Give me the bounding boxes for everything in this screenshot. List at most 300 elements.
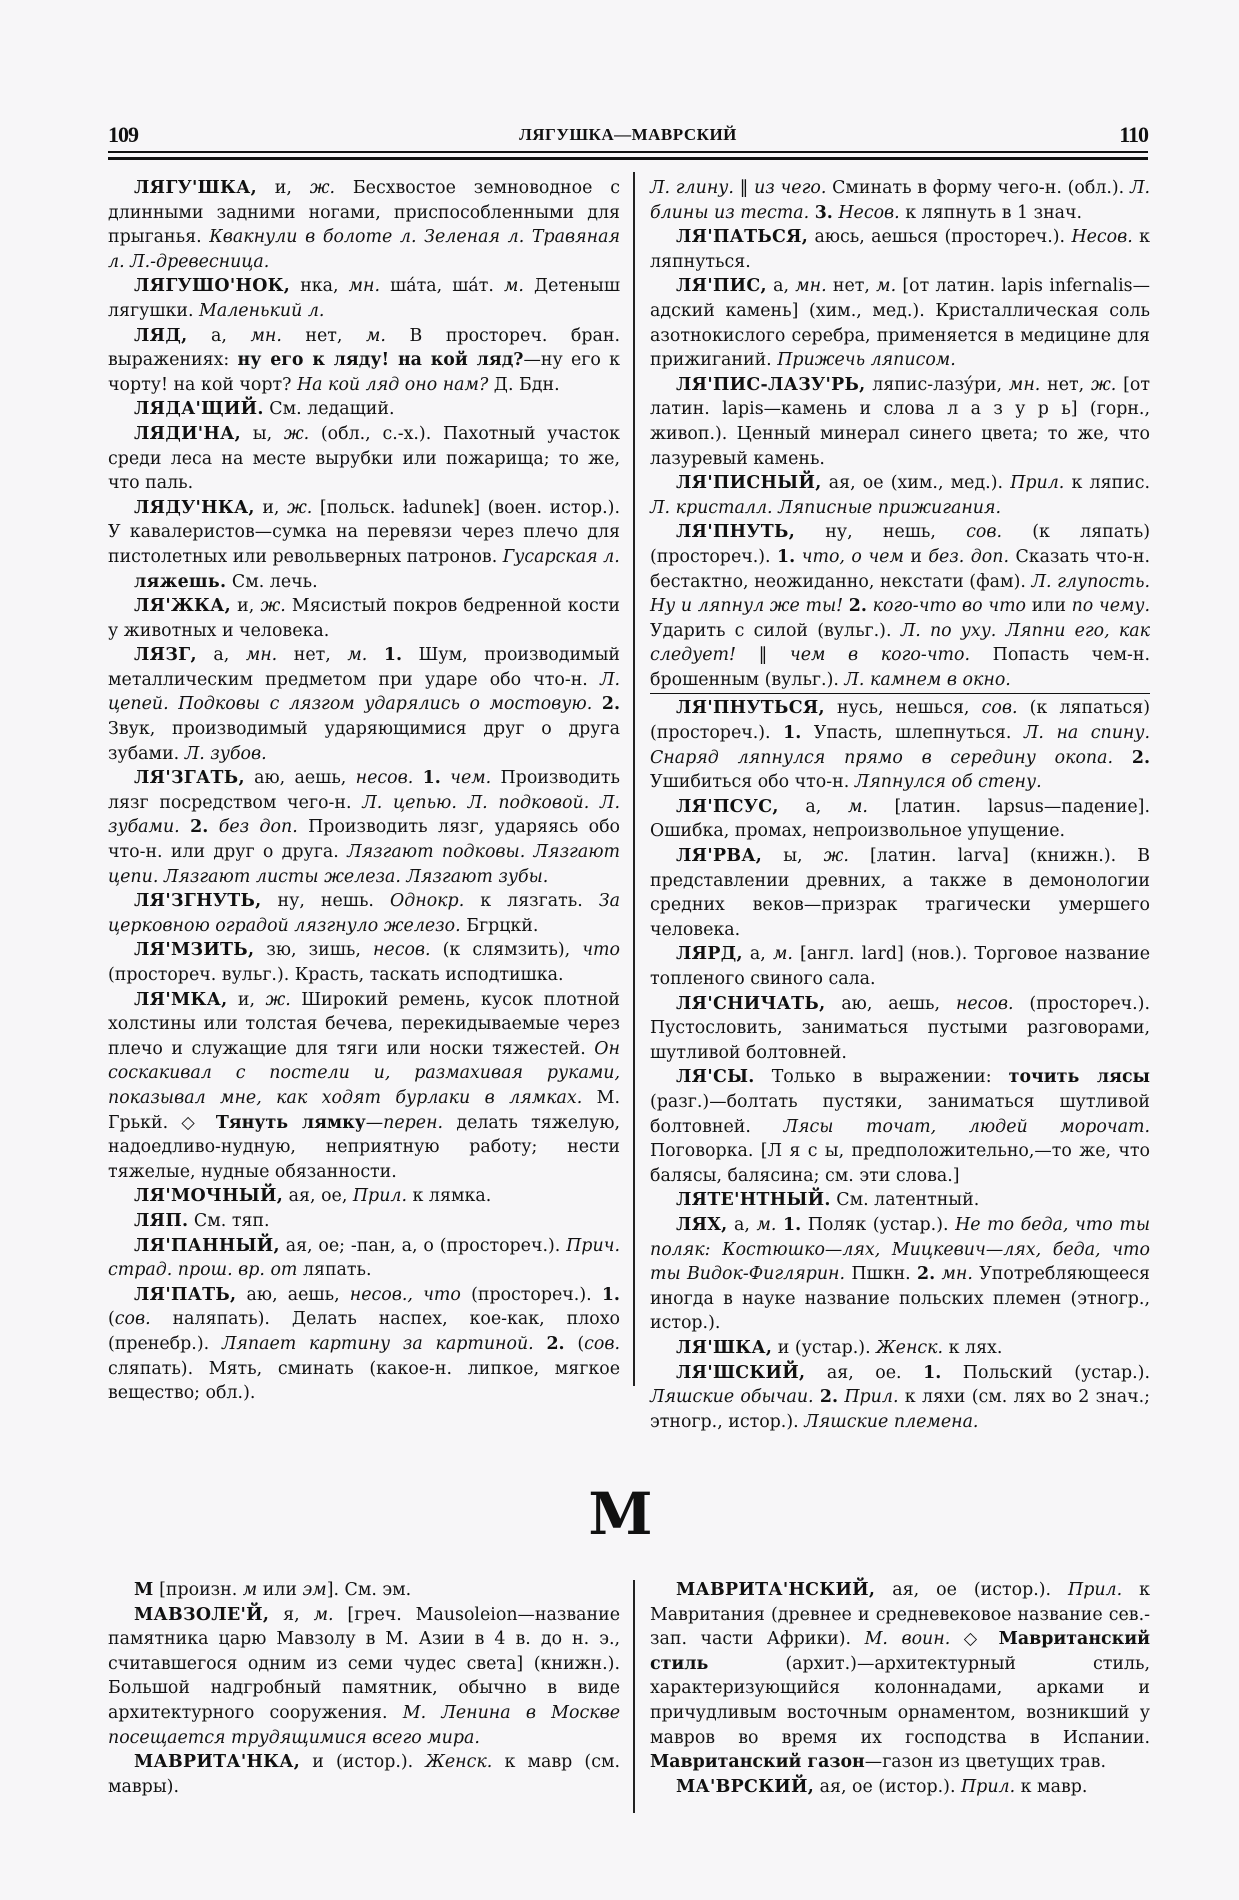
entry-italic-text: Прил. [1010,473,1065,494]
entry-text [592,694,602,714]
entry-italic-text: м [242,1580,258,1600]
entry-text: См. латентный. [830,1190,980,1211]
entry-italic-text: м. [847,796,868,817]
entry-text: См. ледащий. [263,399,395,420]
entry-italic-text: Прил. [1068,1580,1123,1600]
entry-italic-text: несов., что [349,1284,461,1305]
entry-text: [латин. larva] (книжн.). В представлении древних, а также в демонологии средних веков—призрак трагически умершего человека. [650,846,1150,940]
column-lower-left [108,1578,620,1799]
entry-bold-text: 1. [777,546,796,567]
entry-text: См. лечь. [226,571,318,592]
dictionary-entry [650,1336,1150,1361]
entry-bold-text: 2. [917,1264,936,1285]
entry-italic-text: Л. кристалл. Ляписные прижигания. [650,497,1002,518]
entry-text: ◇ [950,1629,999,1650]
entry-headword: ЛЯДИ'НА, [134,423,241,444]
entry-text: Пшкн. [845,1264,918,1285]
entry-text: [латин. lapsus—падение]. Ошибка, промах, непроизвольное упущение. [650,796,1150,842]
dictionary-entry [108,643,620,766]
dictionary-entry [108,570,620,595]
entry-text: (к слямзить), [430,940,583,961]
entry-bold-text: 2. [190,817,209,838]
entry-italic-text: Ляшские племена. [804,1411,979,1432]
dictionary-entry [650,696,1150,794]
dictionary-entry [650,1578,1150,1775]
entry-text: (к ляпаться) (простореч.). [650,698,1151,744]
entry-italic-text: м. [756,1214,777,1235]
entry-text: аю, аешь, [825,993,956,1014]
column-upper-left [108,176,620,1406]
entry-italic-text: ж. [1091,374,1117,395]
entry-italic-text: м. [876,276,897,297]
entry-bold-text: 1. [422,768,441,789]
entry-text: ляпис-лазýри, [865,374,1009,395]
entry-text: —газон из цветущих трав. [864,1752,1106,1773]
entry-text: ая, ое (хим., мед.). [821,473,1011,494]
entry-headword: ЛЯ'ПИСНЫЙ, [676,473,822,494]
entry-text: Ушибиться обо что-н. [650,772,855,793]
entry-bold-text: 1. [923,1362,942,1383]
entry-text [413,768,422,788]
entry-italic-text: Л. по уху. Ляпни его, как следует! [650,620,1150,666]
entry-italic-text: Л. цепей. Подковы с лязгом ударялись о мостовую. [108,669,620,715]
entry-headword: ЛЯП. [134,1210,189,1231]
entry-italic-text: Прижечь ляписом. [777,350,956,371]
entry-text: к Мавритания (древнее и средневековое название сев.-зап. части Африки). [650,1580,1150,1650]
entry-italic-text: Ляпает картину за картиной. [221,1333,534,1354]
entry-text: наляпать). Делать наспех, кое-как, плохо (пренебр.). [108,1309,620,1354]
entry-headword: ЛЯ'РВА, [676,846,763,867]
entry-italic-text: ж. [309,178,336,198]
entry-italic-text: без доп. [218,817,298,838]
entry-text: сляпать). Мять, сминать (какое-н. липкое, мягкое вещество; обл.). [108,1358,620,1404]
entry-headword: ЛЯХ, [676,1214,728,1235]
entry-italic-text: Женск. [876,1337,944,1358]
entry-text: (разг.)—болтать пустяки, заниматься шутливой болтовней. [650,1091,1150,1137]
entry-text: и [903,546,929,567]
dictionary-entry [650,844,1150,942]
entry-headword: ЛЯДУ'НКА, [134,497,255,518]
entry-text: к ляпнуться. [650,227,1150,272]
entry-italic-text: мн. [941,1264,973,1285]
entry-italic-text: что [582,940,620,961]
entry-text: Д. Бдн. [488,374,560,395]
entry-italic-text: Несов. [838,202,900,223]
entry-text: Детеныш лягушки. [108,276,620,321]
entry-text: Упасть, шлепнуться. [801,723,1024,744]
entry-text: Ударить с силой (вульг.). [650,620,901,641]
entry-italic-text: Гусарская л. [502,546,620,567]
entry-headword: ЛЯ'ЗГНУТЬ, [134,891,262,912]
entry-headword: ЛЯ'СЫ. [676,1067,755,1088]
header-rule-thin [108,151,1148,153]
entry-italic-text: М. воин. [864,1629,951,1650]
dictionary-entry [650,942,1150,991]
entry-text: Мясистый покров бедренной кости у животных и человека. [108,596,620,641]
page-number-left: 109 [108,122,138,147]
entry-bold-text: Мавританский газон [650,1752,865,1773]
dictionary-entry [108,988,620,1185]
entry-text: ая, ое; -пан, а, о (простореч.). [279,1235,567,1256]
dictionary-entry [108,766,620,889]
entry-text: зю, зишь, [254,940,373,961]
header-rule-thick [108,157,1148,160]
dictionary-entry [650,225,1150,274]
entry-text: или [1026,596,1072,617]
dictionary-entry [108,594,620,643]
entry-text [441,768,450,788]
entry-italic-text: сов. [966,522,1003,543]
dictionary-entry [108,1283,620,1406]
entry-text: а, [187,325,251,346]
entry-text: аю, аешь, [244,768,356,789]
entry-text: к мавр. [1015,1776,1088,1797]
entry-italic-text: сов. [114,1309,151,1330]
dictionary-entry [108,324,620,398]
entry-italic-text: Маленький л. [199,300,325,321]
entry-text: В простореч. бран. выражениях: [108,325,620,371]
entry-italic-text: Лясы точат, людей морочат. [783,1116,1150,1137]
entry-italic-text: Прил. [961,1776,1016,1797]
entry-italic-text: Несов. [1071,227,1133,248]
dictionary-entry [108,938,620,987]
entry-text: См. тяп. [188,1210,270,1231]
entry-italic-text: Лязгают подковы. Лязгают цепи. Лязгают листы железа. Лязгают зубы. [108,842,621,887]
entry-italic-text: Квакнули в болоте л. Зеленая л. Травяная л. Л.-древесница. [108,227,620,272]
entry-italic-text: Л. цепью. Л. подковой. Л. зубами. [108,792,620,838]
entry-italic-text: На кой ляд оно нам? [297,374,489,395]
entry-italic-text: мн. [348,276,381,297]
entry-text: ая, ое. [805,1362,924,1383]
entry-text: Бесхвостое земноводное с длинными задними ногами, приспособленными для прыганья. [108,178,620,248]
entry-text: делать тяжелую, надоедливо-нудную, неприятную работу; нести тяжелые, нудные обязанности. [108,1112,620,1182]
entry-text: [произн. [153,1580,243,1600]
entry-headword: ЛЯ'МЗИТЬ, [134,940,255,961]
entry-text: к мавр (см. мавры). [108,1752,620,1797]
entry-italic-text: Однокр. [389,891,465,912]
dictionary-entry [108,1750,620,1799]
entry-bold-text: 1. [783,723,802,744]
entry-headword: ЛЯЗГ, [134,645,197,666]
entry-text: аю, аешь, [236,1284,350,1305]
entry-text: —ну его к чорту! на кой чорт? [108,350,621,395]
dictionary-entry [108,1184,620,1209]
entry-italic-text: ж. [823,846,849,867]
entry-italic-text: Ляшские обычаи. [650,1387,814,1408]
entry-italic-text: м. [504,276,524,297]
entry-italic-text: Прил. [352,1186,407,1207]
entry-text: а, [742,944,773,965]
entry-text: ( [108,1309,115,1330]
entry-text: нет, [281,325,367,346]
entry-headword: ЛЯ'ШСКИЙ, [676,1362,806,1383]
entry-text: к ляпис. [1064,473,1150,494]
entry-text [180,817,190,837]
entry-text: [от латин. lapis—камень и слова л а з у р ь] (горн., живоп.). Ценный минерал синего цвета; то же, что лазуревый камень. [650,374,1150,469]
entry-headword: М [134,1580,154,1600]
dictionary-entry [108,1234,620,1283]
entry-headword: ЛЯТЕ'НТНЫЙ. [676,1190,831,1211]
entry-text: Производить лязг, ударяясь обо что-н. или друг о друга. [108,817,621,863]
entry-headword: ЛЯД, [134,325,188,346]
entry-italic-text: м. [347,645,368,666]
entry-text: и (устар.). [772,1337,877,1358]
entry-text: (простореч.). Пустословить, заниматься пустыми разговорами, шутливой болтовней. [650,993,1150,1063]
entry-italic-text: чем. [450,768,492,789]
entry-text: ‖ [736,645,790,666]
entry-headword: ЛЯ'ПАТЬ, [134,1284,237,1305]
entry-text: (простореч.). [460,1284,602,1305]
entry-text: к лямка. [407,1186,492,1207]
entry-headword: ЛЯ'ШКА, [676,1337,773,1358]
entry-headword: ЛЯ'ПАННЫЙ, [134,1235,280,1256]
dictionary-entry [650,520,1150,692]
entry-italic-text: За церковною оградой лязгнуло железо. [108,891,620,936]
entry-bold-text: 2. [1131,747,1150,768]
dictionary-entry [108,889,620,938]
running-title: ЛЯГУШКА—МАВРСКИЙ [519,125,737,144]
entry-text: и, [256,178,310,198]
entry-italic-text: Л. на спину. Снаряд ляпнулся прямо в середину окопа. [650,723,1150,768]
entry-text: (архит.)—архитектурный стиль, характеризующийся колоннадами, арками и причудливым восточным орнаментом, возникший у мавров во время их господства в Испании. [650,1653,1150,1748]
entry-text: нка, [290,276,349,297]
entry-text: а, [766,276,796,297]
entry-text: нусь, нешься, [824,698,982,719]
entry-bold-text: Мавританский стиль [650,1629,1151,1674]
entry-italic-text: Л. зубов. [184,743,267,764]
entry-text: (простореч. вульг.). Красть, таскать исподтишка. [108,965,564,985]
entry-italic-text: эм [302,1580,327,1600]
entry-text [534,1334,547,1354]
entry-separator-rule [650,693,1150,694]
entry-text: Поговорка. [Л я с ы, предположительно,—то же, что балясы, балясина; см. эти слова.] [650,1141,1150,1186]
entry-bold-text: точить лясы [1008,1067,1150,1088]
entry-bold-text: 1. [601,1284,620,1305]
entry-text: [греч. Mausoleion—название памятника царю Мавзолу в М. Азии в 4 в. до н. э., считавшегося одним из семи чудес света] (книжн.). Большой надгробный памятник, обычно в виде архитектурного сооружения. [108,1604,620,1723]
entry-text: (обл., с.-х.). Пахотный участок среди леса на месте вырубки или пожарища; то же, что паль. [108,423,620,494]
dictionary-entry [108,1209,620,1234]
entry-headword: ЛЯ'СНИЧАТЬ, [676,993,826,1014]
entry-text: и, [231,596,261,617]
entry-italic-text: Он соскакивал с постели и, размахивая руками, показывал мне, как ходят бурлаки в лямках. [108,1038,620,1108]
entry-text: а, [727,1214,757,1235]
entry-text: Сказать что-н. бестактно, неожиданно, некстати (фам). [650,546,1150,592]
entry-text: Широкий ремень, кусок плотной холстины или толстая бечева, перекидываемые через плечо и служащие для тяги или носки тяжестей. [108,989,620,1059]
entry-bold-text: 2. [601,694,620,715]
entry-text: [от латин. lapis infernalis—адский камень] (хим., мед.). Кристаллическая соль азотнокислого серебра, применяется в медицине для прижиганий. [650,276,1151,371]
entry-italic-text: М. Ленина в Москве посещается трудящимися всего мира. [108,1702,621,1748]
entry-text: ая, ое (истор.). [814,1776,962,1797]
dictionary-entry [650,1213,1150,1336]
dictionary-entry [650,373,1150,471]
entry-bold-text: 3. [814,202,833,223]
entry-italic-text: мн. [795,276,827,297]
entry-text: ну, нешь. [261,891,390,912]
entry-italic-text: мн. [245,645,278,666]
entry-text: Только в выражении: [754,1067,1009,1088]
dictionary-entry [650,1775,1150,1800]
entry-text: (к ляпать) (простореч.). [650,522,1150,567]
dictionary-entry [650,992,1150,1066]
dictionary-entry [108,422,620,496]
column-upper-right [650,176,1150,1434]
entry-italic-text: Не то беда, что ты поляк: Костюшко—лях, Мицкевич—лях, беда, что ты Видок-Фиглярин. [650,1214,1150,1285]
entry-text: Польский (устар.). [941,1362,1150,1383]
entry-italic-text: ж. [287,497,313,518]
entry-italic-text: м. [313,1604,334,1625]
entry-headword: ЛЯ'ПНУТЬ, [676,522,796,543]
entry-headword: МАВЗОЛЕ'Й, [134,1604,270,1625]
column-divider-lower [633,1580,635,1813]
entry-italic-text: несов. [372,940,431,961]
entry-text: ая, ое, [283,1186,353,1207]
entry-italic-text: Л. глину. [650,178,734,198]
entry-text: ]. См. эм. [326,1580,412,1600]
entry-headword: МАВРИТА'НСКИЙ, [676,1580,876,1600]
entry-italic-text: ж. [265,989,291,1010]
entry-text: Шум, производимый металлическим предметом при ударе обо что-н. [108,645,621,690]
dictionary-entry [650,795,1150,844]
entry-italic-text: м. [366,325,386,346]
entry-text: Поляк (устар.). [801,1214,956,1235]
entry-text: я, [269,1604,314,1625]
entry-headword: ЛЯ'ПНУТЬСЯ, [676,698,825,719]
entry-italic-text: несов. [355,768,414,789]
entry-headword: ляжешь. [134,571,227,592]
entry-bold-text: 2. [848,596,867,617]
entry-text: и (истор.). [300,1752,426,1773]
entry-italic-text: из чего. [754,178,827,198]
entry-italic-text: перен. [383,1112,444,1133]
dictionary-entry [650,1361,1150,1435]
entry-italic-text: м. [772,944,793,965]
entry-headword: ЛЯГУШО'НОК, [134,276,291,297]
entry-italic-text: чем в кого-что. [789,645,971,666]
entry-headword: МАВРИТА'НКА, [134,1752,301,1773]
page-number-right: 110 [1119,122,1148,147]
entry-italic-text: ж. [260,596,286,617]
entry-italic-text: несов. [955,993,1014,1014]
entry-bold-text: 2. [819,1387,839,1408]
entry-text: [польск. ładunek] (воен. истор.). У кавалеристов—сумка на перевязи через плечо для пистолетных или револьверных патронов. [108,497,620,567]
entry-headword: ЛЯГУ'ШКА, [134,178,257,198]
entry-bold-text: 1. [783,1214,802,1235]
entry-bold-text: ну его к ляду! на кой ляд? [237,350,524,371]
entry-text: к лязгать. [464,891,599,912]
entry-text: Сминать в форму чего-н. (обл.). [826,178,1130,198]
entry-text: ну, нешь, [795,522,967,543]
entry-italic-text: Л. камнем в окно. [844,669,1011,690]
entry-italic-text: Женск. [425,1752,493,1773]
entry-italic-text: что, о чем [801,546,904,567]
entry-text: Употребляющееся иногда в науке название польских племен (этногр., истор.). [650,1264,1150,1334]
entry-text: Бгрцкй. [460,915,539,936]
entry-bold-text: 1. [383,645,402,666]
entry-headword: ЛЯ'ПИС, [676,276,767,297]
entry-italic-text: Л. блины из теста. [650,178,1150,223]
entry-italic-text: Ляпнулся об стену. [854,772,1042,793]
entry-text: а, [778,796,848,817]
entry-text: нет, [826,276,877,297]
entry-italic-text: без. доп. [928,546,1010,567]
dictionary-entry [650,1065,1150,1188]
dictionary-entry [650,176,1150,225]
entry-headword: ЛЯ'ПСУС, [676,796,779,817]
page-header [108,122,1148,152]
entry-headword: ЛЯ'ЗГАТЬ, [134,768,245,789]
entry-text: или [257,1580,303,1600]
dictionary-entry [108,274,620,323]
letter-section-heading: М [588,1480,651,1548]
entry-italic-text: ж. [283,423,310,444]
dictionary-entry [108,397,620,422]
dictionary-entry [108,1578,620,1603]
entry-text: и, [227,989,266,1010]
entry-text: к ляхи (см. лях во 2 знач.; этногр., истор.). [650,1387,1150,1432]
entry-italic-text: мн. [1008,374,1041,395]
dictionary-entry [650,471,1150,520]
entry-text: нет, [277,645,348,666]
entry-headword: ЛЯ'МКА, [134,989,228,1010]
entry-headword: МА'ВРСКИЙ, [676,1776,815,1797]
entry-italic-text: по чему. [1071,596,1151,617]
entry-text: ы, [762,846,824,867]
entry-text: [англ. lard] (нов.). Торговое название топленого свиного сала. [650,944,1150,989]
entry-text: шáта, шáт. [380,276,505,297]
entry-headword: ЛЯ'ПАТЬСЯ, [676,227,809,248]
dictionary-entry [108,176,620,274]
entry-text: а, [196,645,246,666]
entry-text: ляпать. [297,1260,372,1281]
entry-headword: ЛЯДА'ЩИЙ. [134,399,264,420]
entry-italic-text: кого-что во что [872,596,1027,617]
entry-text: М. Грькй. ◇ [108,1087,620,1133]
entry-text: ( [564,1333,585,1354]
entry-text: Производить лязг посредством чего-н. [108,768,621,813]
entry-text [208,817,218,837]
entry-italic-text: Л. глупость. Ну и ляпнул же ты! [650,571,1150,617]
dictionary-entry [650,1188,1150,1213]
entry-italic-text: сов. [584,1333,620,1354]
column-lower-right [650,1578,1150,1799]
entry-text: — [365,1112,384,1133]
entry-text: аюсь, аешься (простореч.). [808,227,1072,248]
entry-headword: ЛЯ'ЖКА, [134,596,231,617]
entry-text: ‖ [733,178,755,198]
entry-headword: ЛЯ'ПИС-ЛАЗУ'РЬ, [676,374,866,395]
entry-text: ая, ое (истор.). [875,1580,1069,1600]
dictionary-entry [108,1603,620,1751]
entry-italic-text: сов. [981,698,1018,719]
column-divider-upper [633,172,635,1386]
dictionary-entry [108,496,620,570]
entry-text: к лях. [943,1337,1003,1358]
entry-bold-text: Тянуть лямку [215,1112,366,1133]
entry-italic-text: Прич. страд. прош. вр. от [108,1235,620,1281]
entry-italic-text: Прил. [844,1387,899,1408]
dictionary-entry [650,274,1150,372]
entry-text: нет, [1040,374,1091,395]
entry-text: ы, [240,423,284,444]
entry-text [367,645,384,665]
entry-text: и, [254,497,288,518]
entry-bold-text: 2. [546,1333,565,1354]
entry-headword: ЛЯРД, [676,944,743,965]
entry-text: Попасть чем-н. брошенным (вульг.). [650,645,1150,690]
entry-headword: ЛЯ'МОЧНЫЙ, [134,1186,284,1207]
entry-text [1113,748,1132,768]
entry-text: Звук, производимый ударяющимися друг о друга зубами. [108,719,620,764]
